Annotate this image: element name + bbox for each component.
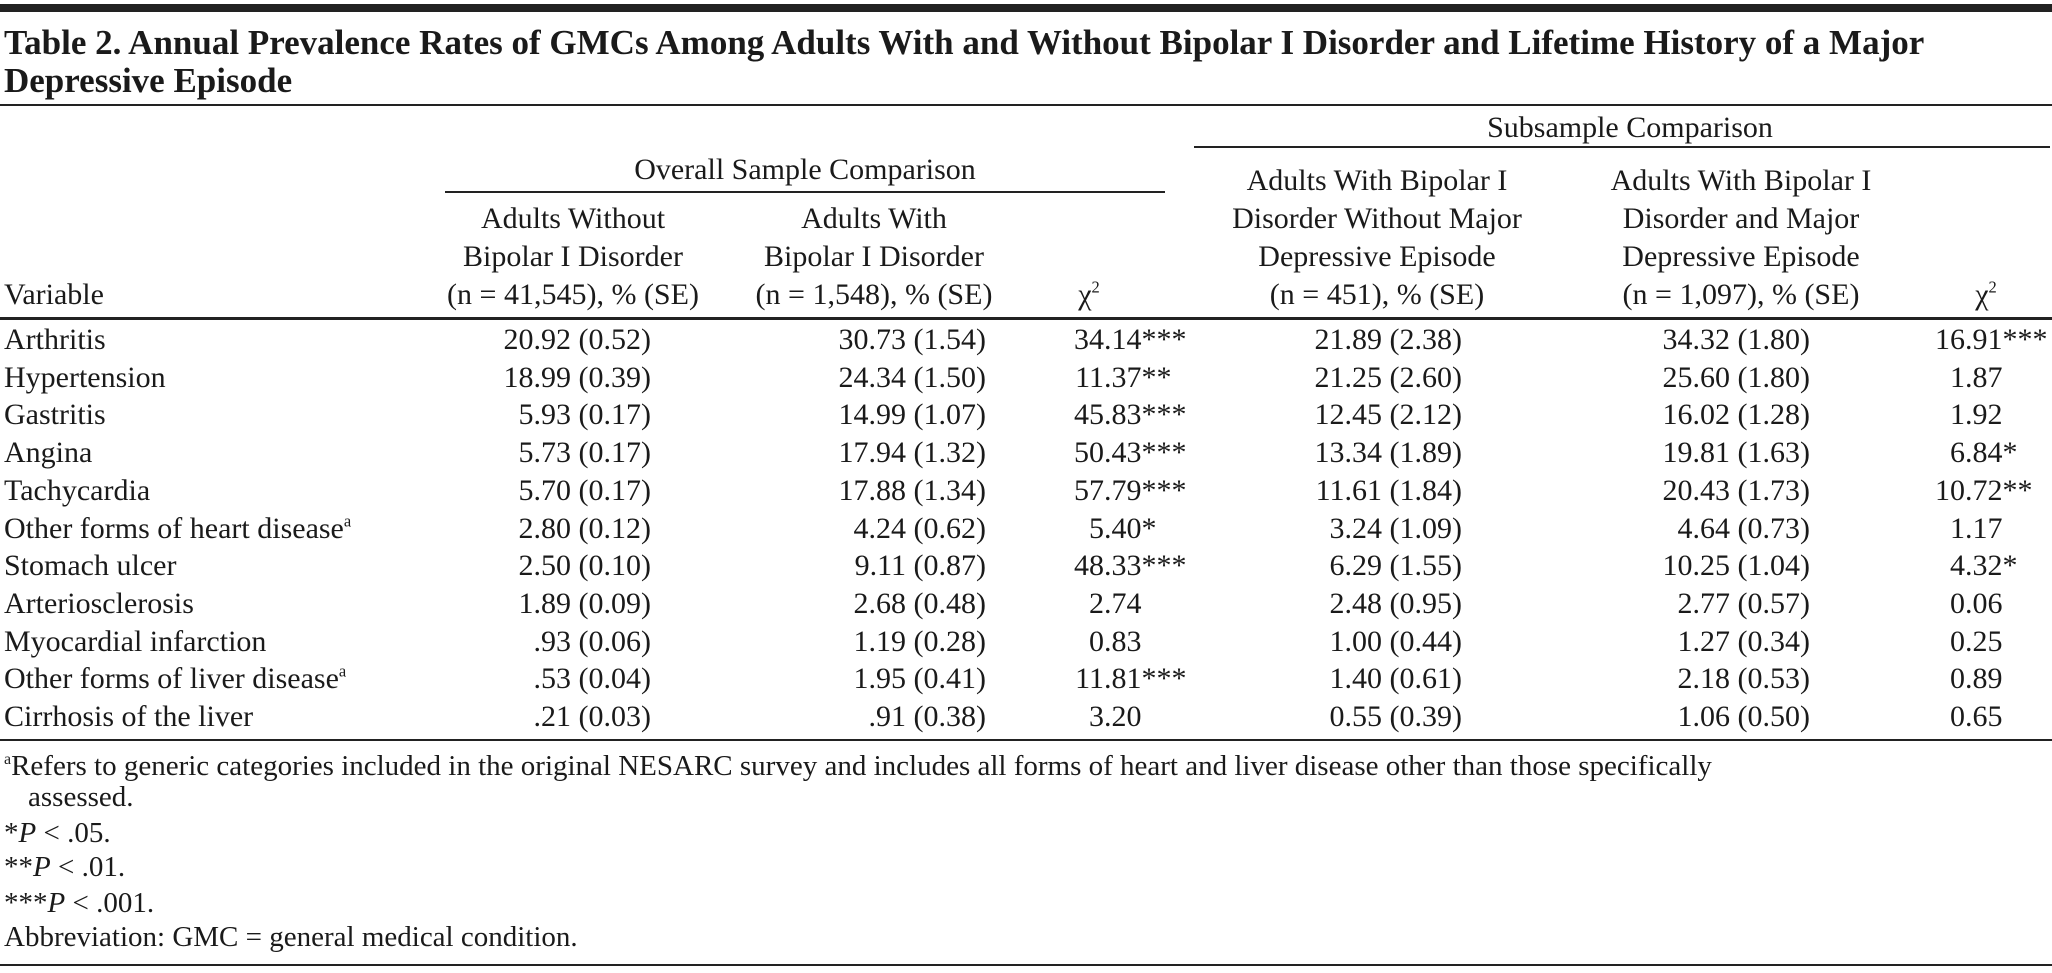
variable-label: Arthritis	[4, 323, 106, 356]
p-threshold: < .01.	[50, 851, 126, 883]
footnote-p05	[4, 816, 111, 850]
cell-chi-square: 0.65	[1950, 700, 2003, 733]
cell-c1: 5.93 (0.17)	[518, 398, 651, 432]
overall-rule	[445, 191, 1165, 193]
table-title-line1: Table 2. Annual Prevalence Rates of GMCs Among Adults With and Without Bipolar I Disorder and Lifetime History of a Major	[4, 23, 1925, 62]
cell-c4: 2.77 (0.57)	[1677, 586, 1810, 620]
cell-variable	[4, 698, 253, 736]
variable-label: Cirrhosis of the liver	[4, 700, 254, 733]
cell-chi-square: 48.33***	[1074, 549, 1187, 583]
cell-variable	[4, 660, 346, 698]
chi-symbol: χ	[1975, 278, 1989, 311]
cell-variable	[4, 434, 92, 472]
subsample-rule	[1194, 146, 2050, 148]
header-col3-line2: Disorder Without Major	[1232, 202, 1522, 235]
cell-c4: 10.25 (1.04)	[1662, 549, 1810, 583]
chi-symbol: χ	[1078, 278, 1092, 311]
header-col3-line4: (n = 451), % (SE)	[1269, 278, 1485, 311]
header-col2-line3: (n = 1,548), % (SE)	[755, 278, 993, 311]
chi-superscript: 2	[1091, 277, 1100, 297]
cell-chi-square: 1.92	[1950, 398, 2003, 432]
cell-c2: 17.94 (1.32)	[838, 436, 986, 470]
cell-chi-square: 34.14***	[1074, 323, 1187, 356]
cell-c1: 20.92 (0.52)	[503, 323, 651, 356]
cell-chi-square: 0.06	[1950, 586, 2003, 620]
variable-label: Angina	[4, 436, 93, 470]
cell-c1: .53 (0.04)	[533, 662, 651, 696]
chi-superscript: 2	[1988, 277, 1997, 297]
cell-chi-square: 6.84*	[1950, 436, 2018, 470]
p-symbol: P	[47, 887, 66, 919]
header-col4-line1: Adults With Bipolar I	[1610, 164, 1872, 197]
cell-chi-square: 4.32*	[1950, 549, 2018, 583]
cell-variable	[4, 321, 106, 359]
cell-c1: 2.80 (0.12)	[518, 511, 651, 545]
header-chi-square-subsample	[1975, 276, 1997, 314]
p-threshold: < .001.	[65, 887, 155, 919]
footnote-mark: a	[343, 510, 352, 530]
variable-label: Gastritis	[4, 398, 106, 432]
footnote-abbreviation: Abbreviation: GMC = general medical condition.	[4, 921, 578, 953]
variable-label: Arteriosclerosis	[4, 586, 194, 620]
cell-c1: 5.73 (0.17)	[518, 436, 651, 470]
cell-c3: 2.48 (0.95)	[1329, 586, 1462, 620]
cell-c4: 20.43 (1.73)	[1662, 473, 1810, 507]
header-col2-line1: Adults With	[801, 202, 947, 235]
variable-label: Other forms of liver disease	[4, 662, 339, 696]
cell-variable	[4, 359, 166, 397]
footnote-a-text: Refers to generic categories included in the original NESARC survey and includes all forms of heart and liver disease other than those specifically	[11, 750, 1712, 782]
cell-variable	[4, 547, 176, 585]
p-symbol: P	[33, 851, 51, 883]
cell-c2: 1.95 (0.41)	[853, 662, 986, 696]
footnote-p01	[4, 850, 125, 884]
header-col2-line2: Bipolar I Disorder	[764, 240, 984, 273]
header-bottom-rule	[0, 317, 2052, 320]
cell-c2: .91 (0.38)	[868, 700, 986, 733]
header-col1-line1: Adults Without	[480, 202, 666, 235]
footnote-a	[4, 749, 1712, 783]
cell-c3: 6.29 (1.55)	[1329, 549, 1462, 583]
cell-c2: 24.34 (1.50)	[838, 360, 986, 394]
footnote-mark: a	[4, 750, 12, 768]
cell-variable	[4, 396, 106, 434]
stars: **	[4, 851, 33, 883]
cell-chi-square: 50.43***	[1074, 436, 1187, 470]
variable-label: Stomach ulcer	[4, 549, 177, 583]
cell-c2: 9.11 (0.87)	[854, 549, 986, 583]
cell-c4: 16.02 (1.28)	[1662, 398, 1810, 432]
cell-chi-square: 0.83	[1089, 624, 1142, 658]
footnote-mark: a	[338, 661, 347, 681]
cell-chi-square: 1.87	[1950, 360, 2003, 394]
cell-chi-square: 0.25	[1950, 624, 2003, 658]
cell-chi-square: 45.83***	[1074, 398, 1187, 432]
header-col1-line3: (n = 41,545), % (SE)	[447, 278, 699, 311]
cell-chi-square: 16.91***	[1935, 323, 2048, 356]
cell-c3: 1.40 (0.61)	[1329, 662, 1462, 696]
cell-variable	[4, 623, 266, 661]
header-col4-line3: Depressive Episode	[1622, 240, 1860, 273]
p-symbol: P	[18, 817, 37, 849]
title-rule	[0, 104, 2052, 106]
header-col3-line3: Depressive Episode	[1258, 240, 1496, 273]
cell-chi-square: 57.79***	[1074, 473, 1187, 507]
header-col4-line4: (n = 1,097), % (SE)	[1622, 278, 1860, 311]
cell-c3: 0.55 (0.39)	[1329, 700, 1462, 733]
cell-c1: 1.89 (0.09)	[518, 586, 651, 620]
header-col1-line2: Bipolar I Disorder	[463, 240, 683, 273]
cell-variable	[4, 472, 150, 510]
header-col3-line1: Adults With Bipolar I	[1246, 164, 1508, 197]
cell-c2: 2.68 (0.48)	[853, 586, 986, 620]
cell-c3: 21.89 (2.38)	[1314, 323, 1462, 356]
header-variable: Variable	[4, 278, 104, 311]
cell-chi-square: 5.40*	[1089, 511, 1157, 545]
cell-c4: 2.18 (0.53)	[1677, 662, 1810, 696]
cell-c1: .21 (0.03)	[533, 700, 651, 733]
cell-c1: 2.50 (0.10)	[518, 549, 651, 583]
p-threshold: < .05.	[36, 817, 111, 849]
cell-c4: 4.64 (0.73)	[1677, 511, 1810, 545]
cell-chi-square: 10.72**	[1935, 473, 2033, 507]
cell-c3: 12.45 (2.12)	[1314, 398, 1462, 432]
cell-chi-square: 1.17	[1950, 511, 2003, 545]
variable-label: Other forms of heart disease	[4, 511, 344, 545]
cell-c2: 4.24 (0.62)	[853, 511, 986, 545]
cell-c1: .93 (0.06)	[533, 624, 651, 658]
cell-variable	[4, 585, 194, 623]
cell-c4: 19.81 (1.63)	[1662, 436, 1810, 470]
header-chi-square-overall	[1078, 276, 1100, 314]
table-title-line2: Depressive Episode	[4, 61, 293, 100]
group-header-overall: Overall Sample Comparison	[634, 153, 976, 186]
cell-c4: 34.32 (1.80)	[1662, 323, 1810, 356]
variable-label: Tachycardia	[4, 473, 151, 507]
footnote-a-continued: assessed.	[28, 781, 134, 813]
cell-c4: 1.27 (0.34)	[1677, 624, 1810, 658]
cell-c2: 17.88 (1.34)	[838, 473, 986, 507]
cell-chi-square: 3.20	[1089, 700, 1142, 733]
cell-c3: 13.34 (1.89)	[1314, 436, 1462, 470]
table-bottom-rule	[0, 739, 2052, 741]
variable-label: Myocardial infarction	[4, 624, 267, 658]
variable-label: Hypertension	[4, 360, 166, 394]
cell-c3: 3.24 (1.09)	[1329, 511, 1462, 545]
cell-c3: 1.00 (0.44)	[1329, 624, 1462, 658]
cell-c1: 18.99 (0.39)	[503, 360, 651, 394]
footnote-p001	[4, 886, 154, 920]
cell-c2: 30.73 (1.54)	[838, 323, 986, 356]
cell-chi-square: 11.37**	[1075, 360, 1172, 394]
cell-c4: 1.06 (0.50)	[1677, 700, 1810, 733]
bottom-rule	[0, 964, 2052, 966]
cell-c2: 1.19 (0.28)	[853, 624, 986, 658]
cell-variable	[4, 510, 351, 548]
cell-c1: 5.70 (0.17)	[518, 473, 651, 507]
cell-c3: 21.25 (2.60)	[1314, 360, 1462, 394]
top-thick-rule	[0, 4, 2052, 12]
stars: *	[4, 817, 19, 849]
cell-chi-square: 0.89	[1950, 662, 2003, 696]
cell-c3: 11.61 (1.84)	[1315, 473, 1462, 507]
group-header-subsample: Subsample Comparison	[1487, 111, 1773, 144]
cell-chi-square: 2.74	[1089, 586, 1142, 620]
header-col4-line2: Disorder and Major	[1622, 202, 1860, 235]
stars: ***	[4, 887, 48, 919]
cell-c2: 14.99 (1.07)	[838, 398, 986, 432]
cell-chi-square: 11.81***	[1075, 662, 1187, 696]
cell-c4: 25.60 (1.80)	[1662, 360, 1810, 394]
